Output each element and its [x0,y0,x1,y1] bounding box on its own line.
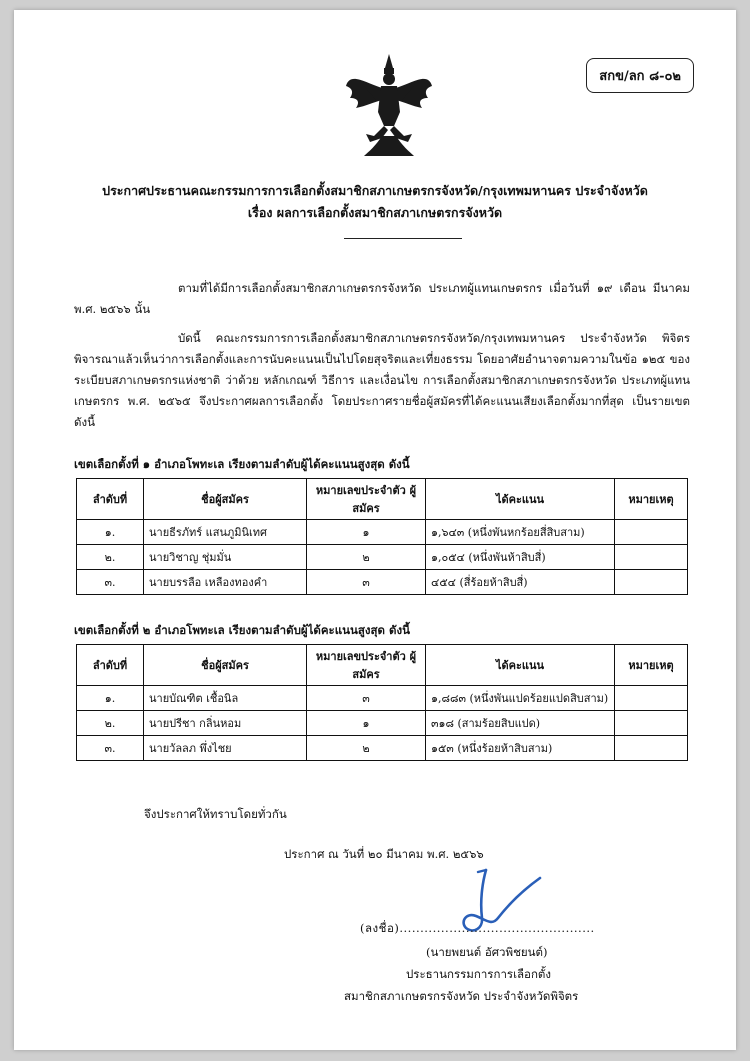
cell-note [615,711,688,736]
cell-name: นายวิชาญ ชุ่มมั่น [144,545,307,570]
document-title [54,180,696,224]
district-1-results-table [76,478,688,595]
header-note: หมายเหตุ [615,479,688,520]
title-line-1: ประกาศประธานคณะกรรมการการเลือกตั้งสมาชิกสภาเกษตรกรจังหวัด/กรุงเทพมหานคร ประจำจังหวัด [102,183,648,198]
document-code-box: สกข/ลก ๘-๐๒ [586,58,694,93]
cell-number: ๑ [307,711,426,736]
cell-votes: ๑๕๓ (หนึ่งร้อยห้าสิบสาม) [426,736,615,761]
district-1-heading: เขตเลือกตั้งที่ ๑ อำเภอโพทะเล เรียงตามลำดับผู้ได้คะแนนสูงสุด ดังนี้ [74,457,410,471]
cell-number: ๓ [307,570,426,595]
cell-rank: ๒. [77,711,144,736]
header-name: ชื่อผู้สมัคร [144,479,307,520]
cell-note [615,736,688,761]
document-page [14,10,736,1050]
table-row [77,545,688,570]
announcement-text: จึงประกาศให้ทราบโดยทั่วกัน [144,807,287,821]
header-candidate-number: หมายเลขประจำตัว ผู้สมัคร [307,645,426,686]
cell-rank: ๑. [77,520,144,545]
cell-votes: ๔๕๔ (สี่ร้อยห้าสิบสี่) [426,570,615,595]
cell-note [615,686,688,711]
table-row [77,570,688,595]
district-2-results-table [76,644,688,761]
cell-votes: ๑,๖๔๓ (หนึ่งพันหกร้อยสี่สิบสาม) [426,520,615,545]
cell-votes: ๓๑๘ (สามร้อยสิบแปด) [426,711,615,736]
cell-rank: ๓. [77,736,144,761]
cell-name: นายวัลลภ พึ่งไชย [144,736,307,761]
header-note: หมายเหตุ [615,645,688,686]
header-rank: ลำดับที่ [77,479,144,520]
table-row [77,520,688,545]
cell-rank: ๓. [77,570,144,595]
header-candidate-number: หมายเลขประจำตัว ผู้สมัคร [307,479,426,520]
signer-position-2: สมาชิกสภาเกษตรกรจังหวัด ประจำจังหวัดพิจิตร [344,989,579,1003]
table-header-row [77,645,688,686]
cell-number: ๑ [307,520,426,545]
cell-number: ๒ [307,545,426,570]
cell-name: นายธีรภัทร์ แสนภูมินิเทศ [144,520,307,545]
district-2-heading: เขตเลือกตั้งที่ ๒ อำเภอโพทะเล เรียงตามลำดับผู้ได้คะแนนสูงสุด ดังนี้ [74,623,410,637]
header-name: ชื่อผู้สมัคร [144,645,307,686]
table-row [77,711,688,736]
header-rank: ลำดับที่ [77,645,144,686]
cell-number: ๓ [307,686,426,711]
cell-rank: ๒. [77,545,144,570]
signature-line: (ลงชื่อ)............................................... [360,921,595,935]
signer-position-1: ประธานกรรมการการเลือกตั้ง [406,967,552,981]
cell-note [615,520,688,545]
garuda-emblem-icon [344,52,434,160]
cell-note [615,570,688,595]
cell-name: นายปรีชา กลิ่นหอม [144,711,307,736]
header-votes: ได้คะแนน [426,479,615,520]
table-row [77,736,688,761]
cell-note [615,545,688,570]
cell-rank: ๑. [77,686,144,711]
cell-votes: ๑,๐๕๔ (หนึ่งพันห้าสิบสี่) [426,545,615,570]
header-votes: ได้คะแนน [426,645,615,686]
title-divider [344,238,462,239]
cell-votes: ๑,๘๘๓ (หนึ่งพันแปดร้อยแปดสิบสาม) [426,686,615,711]
paragraph-body: บัดนี้ คณะกรรมการการเลือกตั้งสมาชิกสภาเกษตรกรจังหวัด/กรุงเทพมหานคร ประจำจังหวัด พิจิตร พิจารณาแล้วเห็นว่าการเลือกตั้งและการนับคะแนนเป็นไปโดยสุจริตและเที่ยงธรรม โดยอาศัยอำนาจตามความในข้อ ๑๒๕ ของระเบียบสภาเกษตรกรแห่งชาติ ว่าด้วย หลักเกณฑ์ วิธีการ และเงื่อนไข การเลือกตั้งสมาชิกสภาเกษตรกรจังหวัด ประเภทผู้แทนเกษตรกร พ.ศ. ๒๕๖๕ จึงประกาศผลการเลือกตั้ง โดยประกาศรายชื่อผู้สมัครที่ได้คะแนนเสียงเลือกตั้งมากที่สุด เป็นรายเขต ดังนี้ [74,331,690,429]
issued-date: ประกาศ ณ วันที่ ๒๐ มีนาคม พ.ศ. ๒๕๖๖ [284,847,484,861]
table-header-row [77,479,688,520]
cell-number: ๒ [307,736,426,761]
cell-name: นายบัณฑิต เชื้อนิล [144,686,307,711]
paragraph-intro: ตามที่ได้มีการเลือกตั้งสมาชิกสภาเกษตรกรจังหวัด ประเภทผู้แทนเกษตรกร เมื่อวันที่ ๑๙ เดือน มีนาคม พ.ศ. ๒๕๖๖ นั้น [74,281,690,316]
signer-name: (นายพยนต์ อัศวพิชยนต์) [426,945,548,959]
title-line-2: เรื่อง ผลการเลือกตั้งสมาชิกสภาเกษตรกรจังหวัด [247,205,503,220]
cell-name: นายบรรลือ เหลืองทองคำ [144,570,307,595]
table-row [77,686,688,711]
